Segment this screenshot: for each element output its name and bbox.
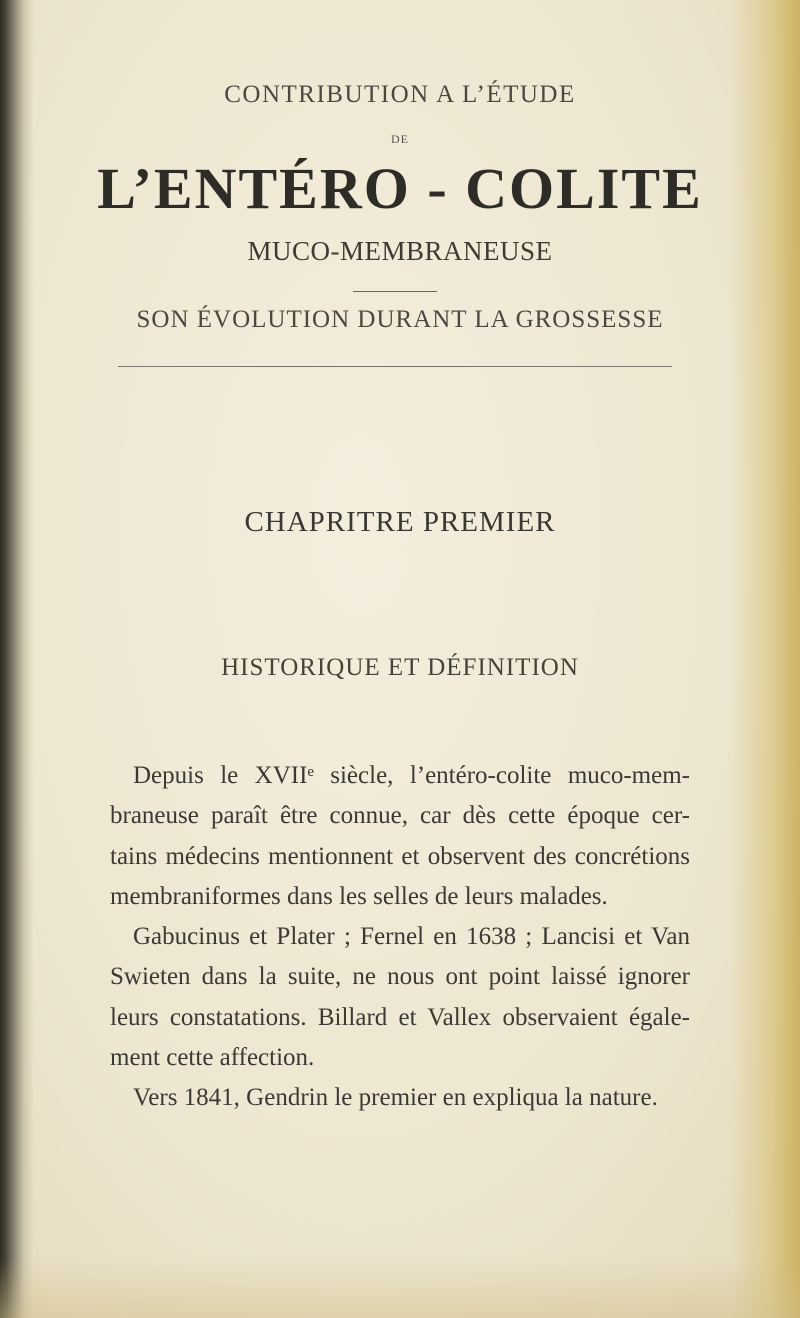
main-title: L’ENTÉRO - COLITE bbox=[97, 156, 703, 221]
body-paragraphs bbox=[110, 756, 690, 1119]
body-line: leurs constatations. Billard et Vallex observaient égale- bbox=[110, 1003, 690, 1031]
body-line: Swieten dans la suite, ne nous ont point laissé ignorer bbox=[110, 963, 690, 991]
body-line: Gabucinus et Plater ; Fernel en 1638 ; Lancisi et Van bbox=[133, 923, 690, 951]
evolution-heading: SON ÉVOLUTION DURANT LA GROSSESSE bbox=[136, 306, 664, 333]
de-connector: DE bbox=[391, 132, 409, 146]
body-line: Depuis le XVIIᵉ siècle, l’entéro-colite muco-mem- bbox=[133, 762, 690, 789]
chapter-title: CHAPRITRE PREMIER bbox=[244, 506, 556, 538]
body-line: tains médecins mentionnent et observent des concrétions bbox=[110, 842, 690, 870]
short-divider bbox=[353, 291, 437, 292]
binding-edge bbox=[0, 0, 34, 1318]
subtitle: MUCO-MEMBRANEUSE bbox=[247, 236, 553, 266]
body-line: membraniformes dans les selles de leurs malades. bbox=[110, 882, 608, 910]
long-divider bbox=[118, 366, 672, 367]
contribution-heading: CONTRIBUTION A L’ÉTUDE bbox=[224, 81, 576, 108]
body-line: Vers 1841, Gendrin le premier en expliqua la nature. bbox=[133, 1084, 658, 1112]
section-title: HISTORIQUE ET DÉFINITION bbox=[221, 654, 579, 681]
body-line: ment cette affection. bbox=[110, 1044, 315, 1072]
aged-page-bottom bbox=[0, 1258, 800, 1318]
body-line: braneuse paraît être connue, car dès cette époque cer- bbox=[110, 802, 690, 830]
aged-page-edge bbox=[730, 0, 800, 1318]
